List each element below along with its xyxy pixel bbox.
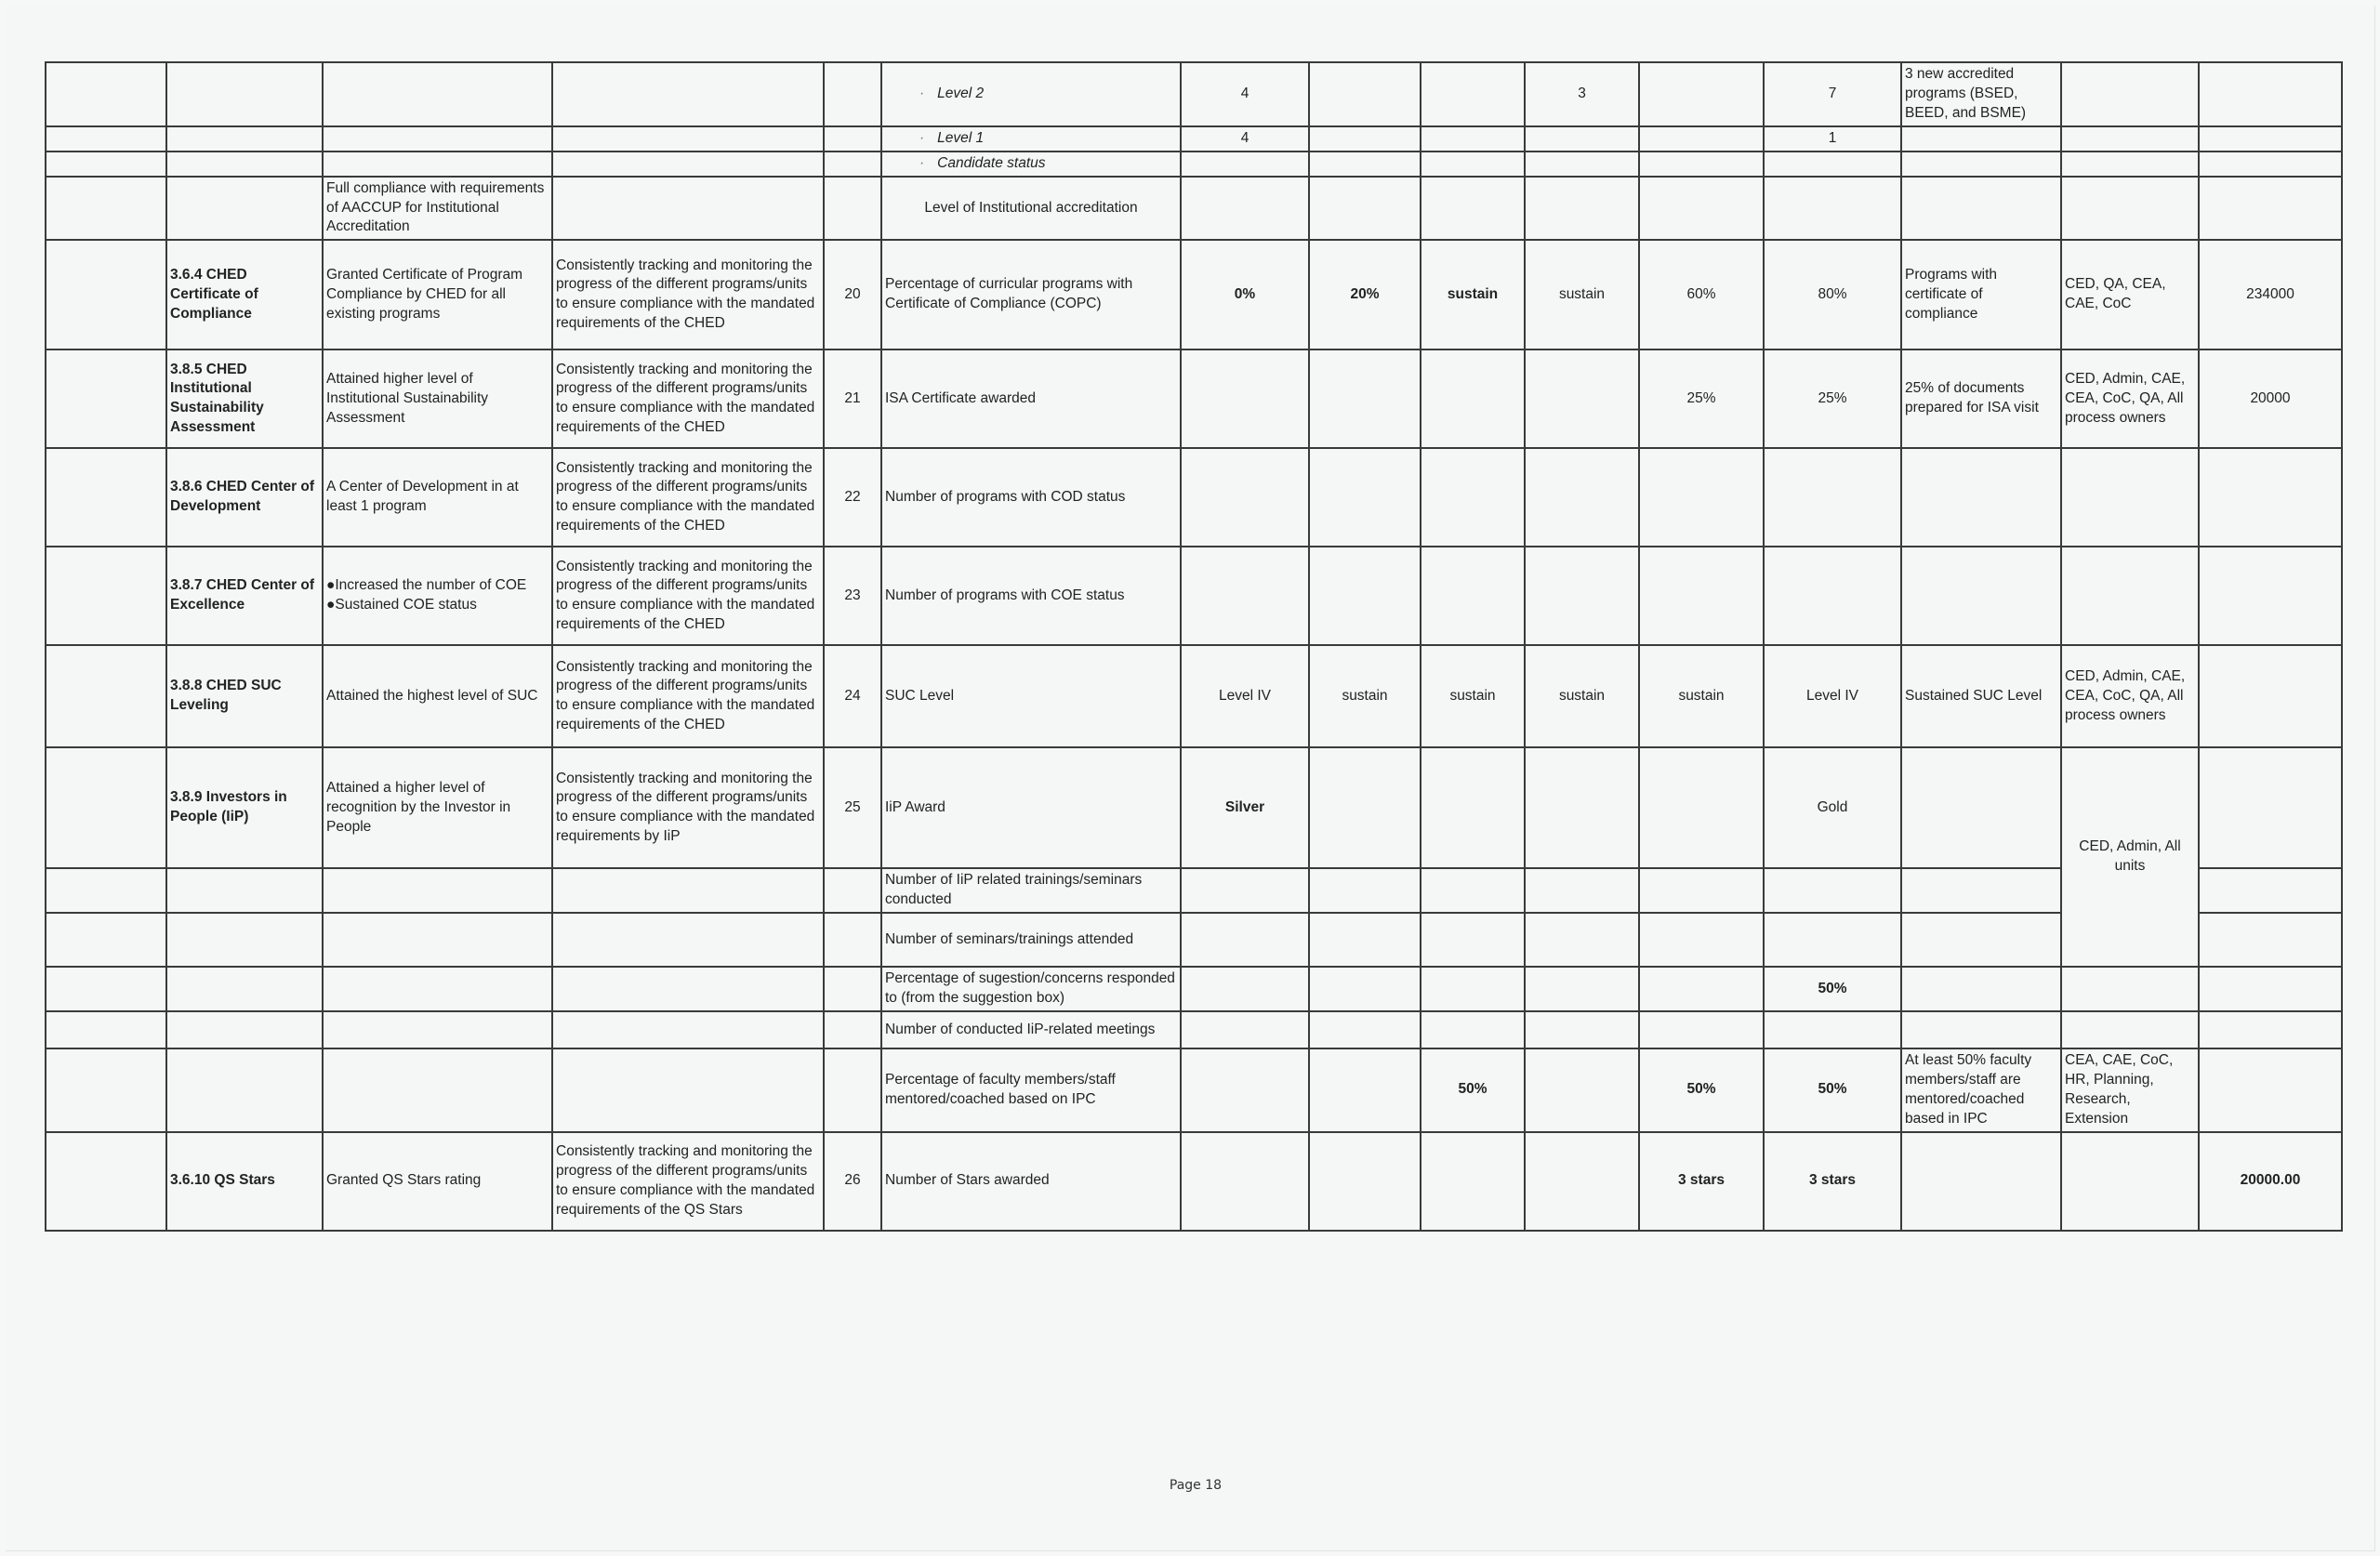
indicator-cell: IiP Award xyxy=(881,747,1181,868)
target-cell: 3 stars xyxy=(1639,1132,1764,1231)
strategy-cell: Consistently tracking and monitoring the progress of the different programs/units to ensure compliance with the mandated requirements of the CHED xyxy=(552,240,824,349)
target-cell: 50% xyxy=(1421,1048,1525,1132)
responsible-cell: CED, Admin, All units xyxy=(2061,747,2199,967)
program-code-cell: 3.6.4 CHED Certificate of Compliance xyxy=(166,240,323,349)
number-cell: 26 xyxy=(824,1132,881,1231)
indicator-cell: SUC Level xyxy=(881,645,1181,747)
target-cell: sustain xyxy=(1639,645,1764,747)
number-cell: 23 xyxy=(824,547,881,645)
target-cell: 80% xyxy=(1764,240,1901,349)
target-cell: 50% xyxy=(1764,967,1901,1011)
target-cell: 60% xyxy=(1639,240,1764,349)
table-row xyxy=(46,152,2342,177)
number-cell: 21 xyxy=(824,349,881,448)
budget-cell: 234000 xyxy=(2199,240,2342,349)
operational-plan-table xyxy=(45,61,2343,1232)
target-cell: 0% xyxy=(1181,240,1309,349)
indicator-cell: Level of Institutional accreditation xyxy=(881,177,1181,241)
table-row xyxy=(46,177,2342,241)
responsible-cell: CED, QA, CEA, CAE, CoC xyxy=(2061,240,2199,349)
table-row xyxy=(46,547,2342,645)
indicator-cell: Number of programs with COD status xyxy=(881,448,1181,547)
indicator-cell: · Level 2 xyxy=(881,62,1181,126)
target-cell: 3 xyxy=(1525,62,1639,126)
target-cell: Gold xyxy=(1764,747,1901,868)
program-code-cell: 3.8.5 CHED Institutional Sustainability Assessment xyxy=(166,349,323,448)
target-cell: 25% xyxy=(1639,349,1764,448)
outcome-cell: Granted QS Stars rating xyxy=(323,1132,552,1231)
number-cell: 20 xyxy=(824,240,881,349)
document-page xyxy=(6,6,2375,1551)
outcome-cell: Granted Certificate of Program Compliance by CHED for all existing programs xyxy=(323,240,552,349)
indicator-cell: Number of IiP related trainings/seminars conducted xyxy=(881,868,1181,913)
table-row xyxy=(46,645,2342,747)
target-cell: 4 xyxy=(1181,62,1309,126)
strategy-cell: Consistently tracking and monitoring the progress of the different programs/units to ensure compliance with the mandated requirements of the QS Stars xyxy=(552,1132,824,1231)
budget-cell: 20000 xyxy=(2199,349,2342,448)
program-code-cell: 3.6.10 QS Stars xyxy=(166,1132,323,1231)
table-row xyxy=(46,126,2342,152)
target-cell: sustain xyxy=(1421,240,1525,349)
strategy-cell: Consistently tracking and monitoring the progress of the different programs/units to ensure compliance with the mandated requirements by IiP xyxy=(552,747,824,868)
target-cell: Silver xyxy=(1181,747,1309,868)
outcome-cell: Attained a higher level of recognition by the Investor in People xyxy=(323,747,552,868)
table-row xyxy=(46,967,2342,1011)
target-cell: 50% xyxy=(1764,1048,1901,1132)
table-row xyxy=(46,1011,2342,1048)
indicator-cell: · Candidate status xyxy=(881,152,1181,177)
target-cell: sustain xyxy=(1525,645,1639,747)
bullet-icon: · xyxy=(919,154,925,171)
notes-cell: 3 new accredited programs (BSED, BEED, and BSME) xyxy=(1901,62,2061,126)
table-row xyxy=(46,913,2342,967)
program-code-cell: 3.8.9 Investors in People (IiP) xyxy=(166,747,323,868)
target-cell: 50% xyxy=(1639,1048,1764,1132)
indicator-cell: Number of programs with COE status xyxy=(881,547,1181,645)
number-cell: 25 xyxy=(824,747,881,868)
indicator-cell: · Level 1 xyxy=(881,126,1181,152)
responsible-cell: CEA, CAE, CoC, HR, Planning, Research, Extension xyxy=(2061,1048,2199,1132)
table-row xyxy=(46,448,2342,547)
indicator-cell: Number of seminars/trainings attended xyxy=(881,913,1181,967)
program-code-cell: 3.8.8 CHED SUC Leveling xyxy=(166,645,323,747)
target-cell: Level IV xyxy=(1181,645,1309,747)
outcome-bullet: ●Increased the number of COE xyxy=(326,577,527,594)
strategy-cell: Consistently tracking and monitoring the progress of the different programs/units to ensure compliance with the mandated requirements of the CHED xyxy=(552,547,824,645)
budget-cell: 20000.00 xyxy=(2199,1132,2342,1231)
table-row xyxy=(46,240,2342,349)
table-row xyxy=(46,349,2342,448)
indicator-cell: Percentage of faculty members/staff mentored/coached based on IPC xyxy=(881,1048,1181,1132)
table-row xyxy=(46,1132,2342,1231)
indicator-cell: Number of Stars awarded xyxy=(881,1132,1181,1231)
notes-cell: At least 50% faculty members/staff are mentored/coached based in IPC xyxy=(1901,1048,2061,1132)
outcome-cell xyxy=(323,547,552,645)
indicator-cell: ISA Certificate awarded xyxy=(881,349,1181,448)
table-row xyxy=(46,747,2342,868)
target-cell: sustain xyxy=(1421,645,1525,747)
table-row xyxy=(46,62,2342,126)
target-cell: 20% xyxy=(1309,240,1421,349)
indicator-cell: Percentage of curricular programs with Certificate of Compliance (COPC) xyxy=(881,240,1181,349)
responsible-cell: CED, Admin, CAE, CEA, CoC, QA, All process owners xyxy=(2061,349,2199,448)
program-code-cell: 3.8.7 CHED Center of Excellence xyxy=(166,547,323,645)
target-cell: 4 xyxy=(1181,126,1309,152)
target-cell: 1 xyxy=(1764,126,1901,152)
outcome-bullet: ●Sustained COE status xyxy=(326,597,477,613)
indicator-cell: Percentage of sugestion/concerns responded to (from the suggestion box) xyxy=(881,967,1181,1011)
responsible-cell: CED, Admin, CAE, CEA, CoC, QA, All process owners xyxy=(2061,645,2199,747)
program-code-cell: 3.8.6 CHED Center of Development xyxy=(166,448,323,547)
bullet-icon: · xyxy=(919,85,925,101)
outcome-cell: Full compliance with requirements of AACCUP for Institutional Accreditation xyxy=(323,177,552,241)
strategy-cell: Consistently tracking and monitoring the progress of the different programs/units to ensure compliance with the mandated requirements of the CHED xyxy=(552,349,824,448)
strategy-cell: Consistently tracking and monitoring the progress of the different programs/units to ensure compliance with the mandated requirements of the CHED xyxy=(552,645,824,747)
target-cell: sustain xyxy=(1309,645,1421,747)
target-cell: 25% xyxy=(1764,349,1901,448)
table-row xyxy=(46,1048,2342,1132)
target-cell: 7 xyxy=(1764,62,1901,126)
target-cell: Level IV xyxy=(1764,645,1901,747)
table-row xyxy=(46,868,2342,913)
notes-cell: Programs with certificate of compliance xyxy=(1901,240,2061,349)
notes-cell: 25% of documents prepared for ISA visit xyxy=(1901,349,2061,448)
outcome-cell: Attained higher level of Institutional Sustainability Assessment xyxy=(323,349,552,448)
indicator-cell: Number of conducted IiP-related meetings xyxy=(881,1011,1181,1048)
outcome-cell: A Center of Development in at least 1 program xyxy=(323,448,552,547)
bullet-icon: · xyxy=(919,129,925,146)
target-cell: 3 stars xyxy=(1764,1132,1901,1231)
number-cell: 22 xyxy=(824,448,881,547)
target-cell: sustain xyxy=(1525,240,1639,349)
outcome-cell: Attained the highest level of SUC xyxy=(323,645,552,747)
page-number: Page 18 xyxy=(1169,1478,1223,1493)
number-cell: 24 xyxy=(824,645,881,747)
strategy-cell: Consistently tracking and monitoring the progress of the different programs/units to ensure compliance with the mandated requirements of the CHED xyxy=(552,448,824,547)
notes-cell: Sustained SUC Level xyxy=(1901,645,2061,747)
